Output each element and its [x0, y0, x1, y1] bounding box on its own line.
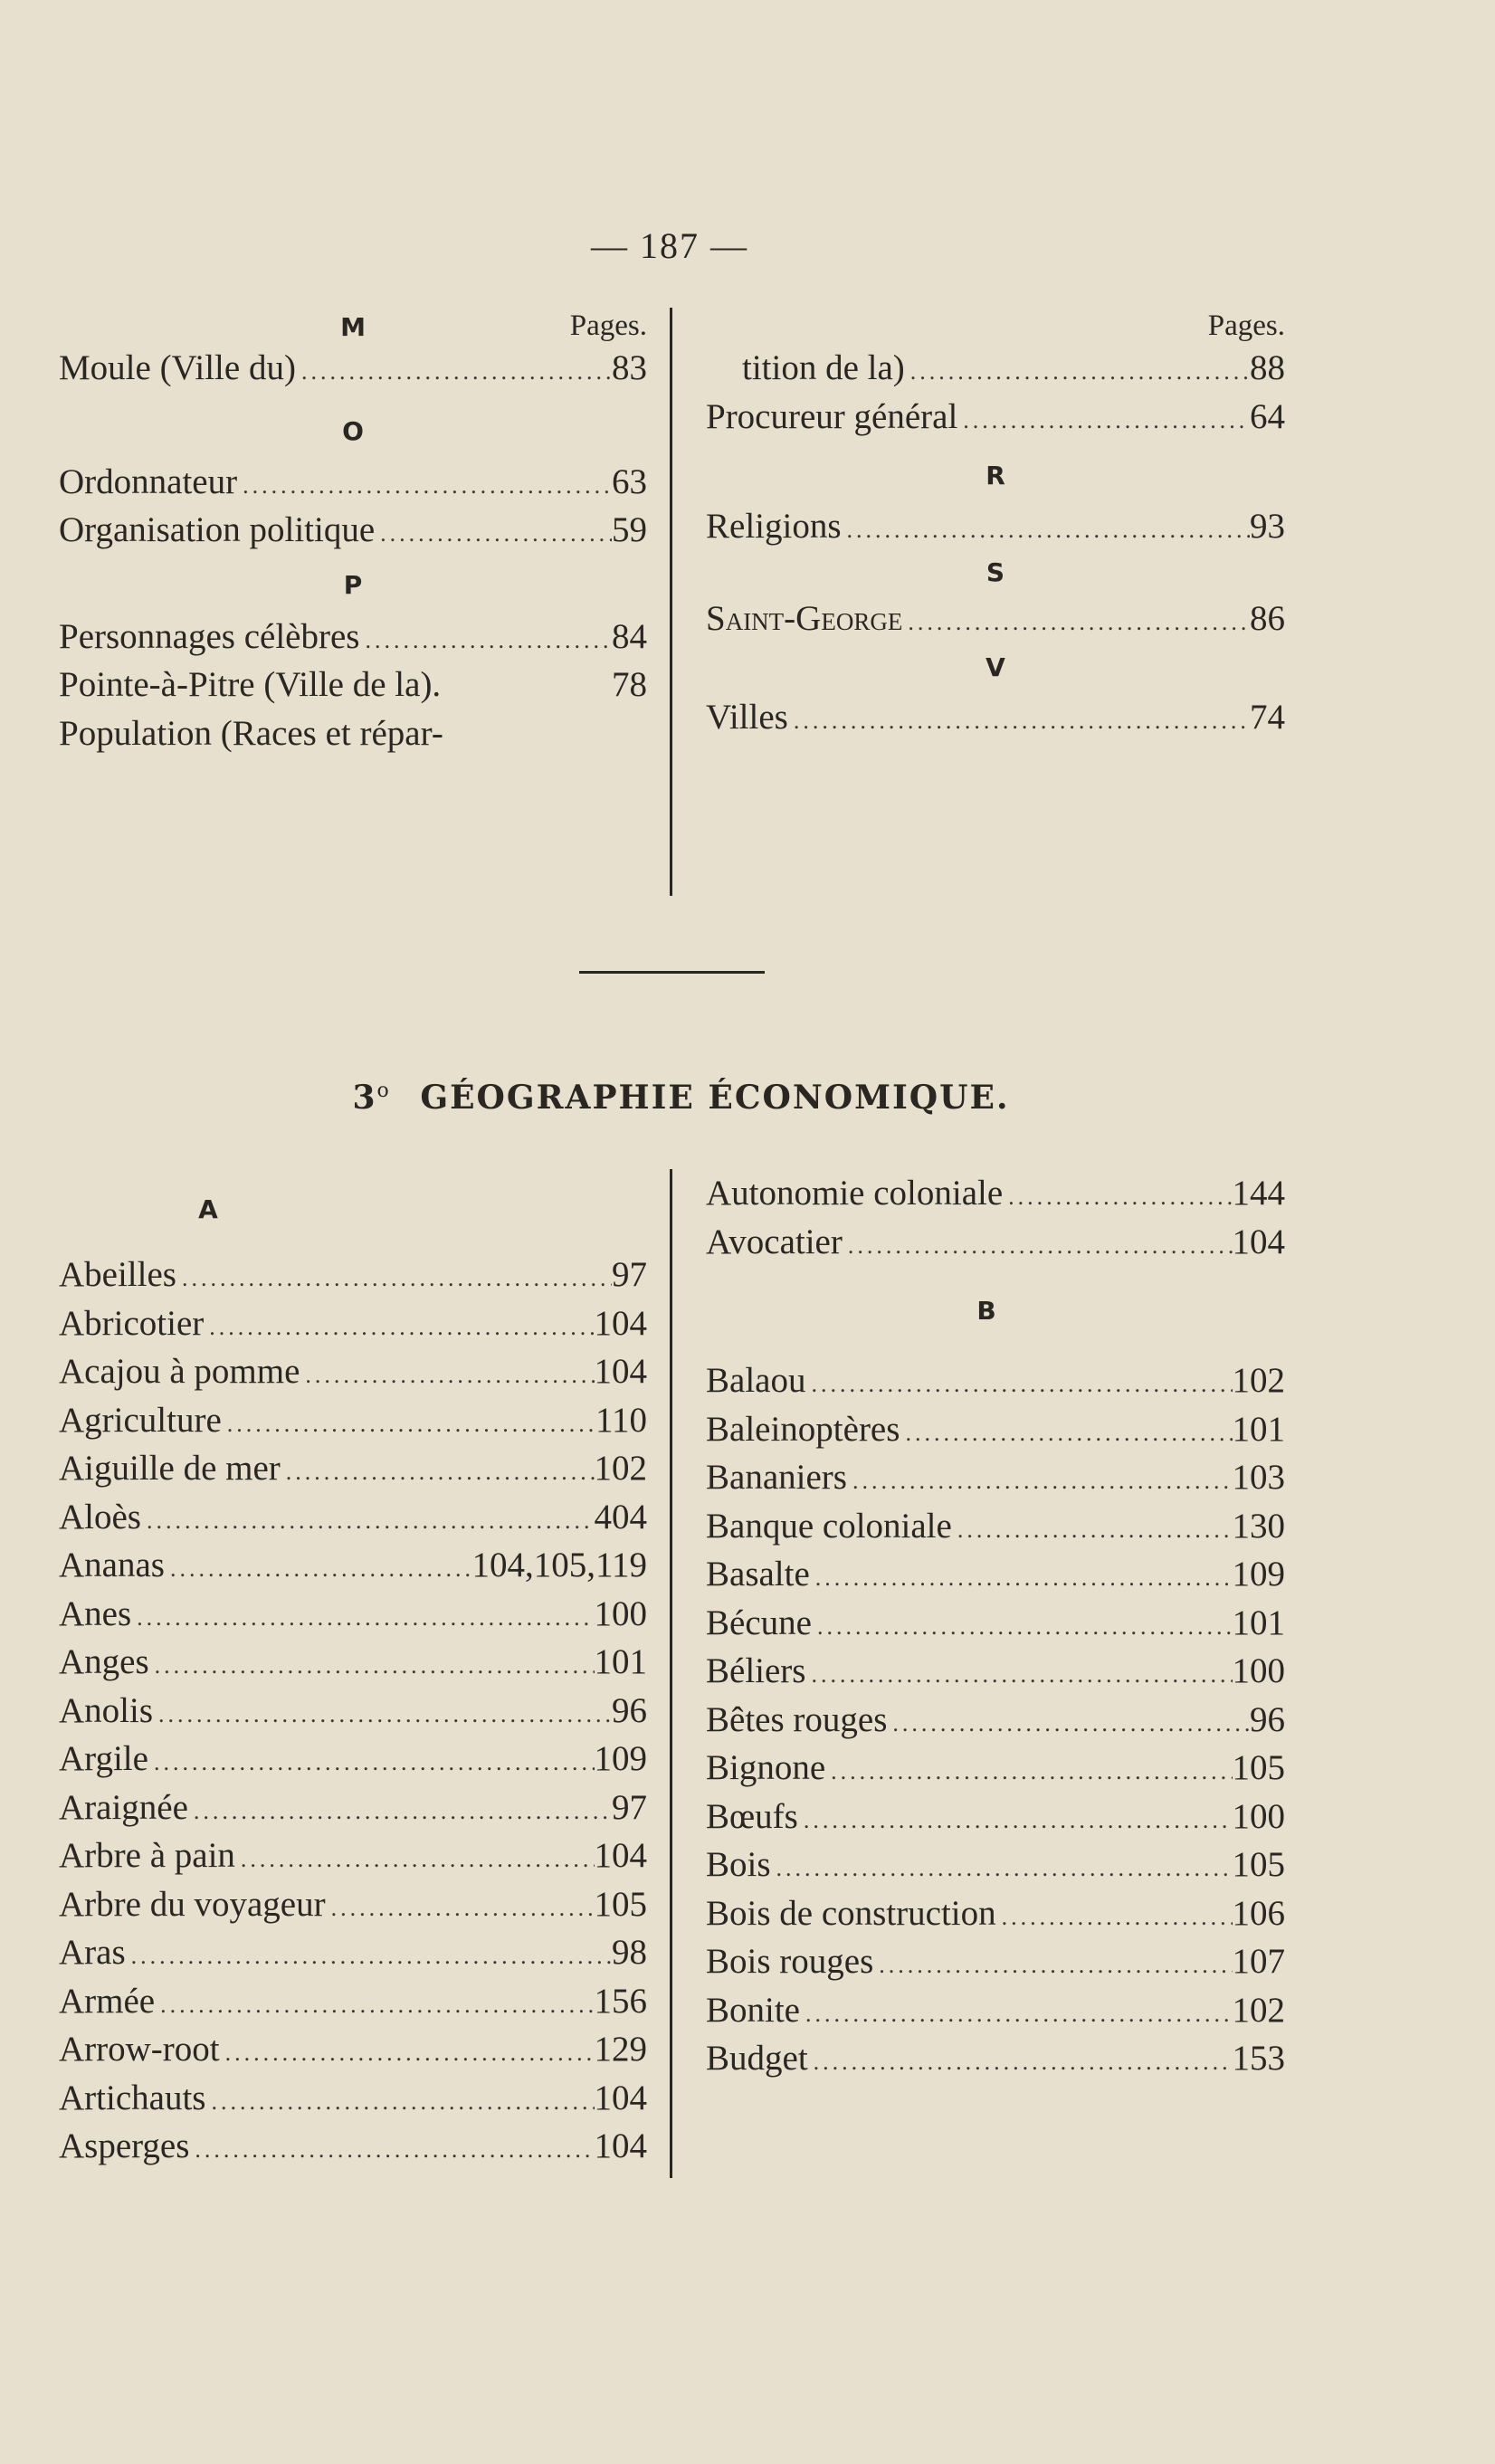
entry-text: Balaou [706, 1361, 806, 1400]
index-entry [706, 393, 1285, 442]
leader-dots [800, 1990, 1233, 2039]
letter-heading-v: V [986, 652, 1005, 682]
entry-page: 88 [1250, 348, 1285, 387]
entry-text: Population (Races et répar- [59, 713, 443, 753]
entry-text: Acajou à pomme [59, 1352, 300, 1391]
entry-page: 107 [1232, 1942, 1285, 1981]
leader-dots [887, 1699, 1250, 1748]
entry-page: 104 [594, 1303, 647, 1343]
entry-page: 93 [1250, 507, 1285, 546]
index-section-1 [59, 308, 1285, 896]
index-entry [59, 506, 647, 555]
leader-dots [204, 1303, 594, 1352]
entry-page: 98 [612, 1933, 647, 1972]
index-entry [706, 2034, 1285, 2083]
index-entry [59, 709, 647, 758]
index-entry [59, 1831, 647, 1880]
leader-dots [220, 2029, 595, 2078]
entry-text: Bois de construction [706, 1893, 996, 1933]
entry-page: 96 [612, 1690, 647, 1730]
leader-dots [808, 2038, 1233, 2087]
leader-dots [812, 1603, 1233, 1651]
index-entry [59, 2122, 647, 2171]
leader-dots [873, 1941, 1232, 1990]
index-entry [59, 1299, 647, 1348]
index-entry [706, 1841, 1285, 1889]
entry-page: 105 [1232, 1845, 1285, 1884]
entry-text: Religions [706, 507, 842, 546]
index-entry [59, 1347, 647, 1396]
entry-text: Araignée [59, 1787, 188, 1827]
leader-dots [810, 1554, 1233, 1603]
leader-dots [281, 1448, 595, 1497]
left-column [59, 1169, 647, 2171]
leader-dots [153, 1690, 612, 1739]
entry-page: 97 [612, 1255, 647, 1294]
entry-text: Anes [59, 1594, 132, 1633]
leader-dots [902, 598, 1250, 647]
entry-text: Aloès [59, 1497, 141, 1536]
entry-page: 153 [1232, 2039, 1285, 2078]
entry-text: Artichauts [59, 2078, 206, 2117]
index-section-2 [59, 1169, 1285, 2178]
heading-number: 3 [352, 1079, 377, 1117]
index-entry [59, 1396, 647, 1445]
entry-page: 78 [612, 665, 647, 704]
index-entry [706, 1889, 1285, 1938]
letter-heading-o: O [342, 415, 364, 446]
leader-dots [126, 1932, 612, 1981]
entry-page: 100 [1232, 1796, 1285, 1836]
leader-dots [788, 697, 1250, 746]
entry-page: 144 [1232, 1174, 1285, 1213]
entry-page: 104 [594, 1352, 647, 1391]
index-entry [706, 1986, 1285, 2035]
entry-page: 110 [595, 1400, 647, 1440]
leader-dots [952, 1506, 1233, 1555]
entry-text: Ananas [59, 1546, 165, 1584]
leader-dots [996, 1893, 1233, 1942]
index-entry [59, 661, 647, 709]
entry-text: Baleinoptères [706, 1409, 900, 1449]
entry-text: tition de la) [742, 348, 905, 387]
leader-dots [165, 1545, 471, 1594]
entry-page: 103 [1232, 1458, 1285, 1497]
leader-dots [798, 1796, 1233, 1845]
entry-page: 404 [594, 1497, 647, 1536]
leader-dots [842, 506, 1250, 555]
entry-page: 84 [612, 616, 647, 656]
leader-dots [300, 1351, 594, 1400]
entry-text: Procureur général [706, 396, 958, 436]
entry-page: 101 [1232, 1409, 1285, 1449]
index-entry [706, 1356, 1285, 1405]
index-entry [706, 1550, 1285, 1599]
index-entry [59, 1687, 647, 1736]
index-entry [59, 1977, 647, 2026]
entry-text: Moule (Ville du) [59, 348, 296, 387]
leader-dots [237, 461, 612, 510]
leader-dots [825, 1747, 1232, 1796]
entry-text: Abricotier [59, 1303, 205, 1343]
index-entry [706, 1647, 1285, 1696]
index-entry [706, 1599, 1285, 1648]
entry-text: Bonite [706, 1990, 800, 2030]
index-entry [706, 1696, 1285, 1745]
leader-dots [131, 1594, 594, 1642]
entry-text: Bœufs [706, 1796, 798, 1836]
leader-dots [188, 1787, 612, 1836]
entry-text: Aras [59, 1933, 126, 1972]
index-entry [706, 1405, 1285, 1454]
entry-text: Anolis [59, 1690, 154, 1730]
index-entry [59, 1784, 647, 1832]
leader-dots [326, 1884, 595, 1933]
leader-dots [222, 1400, 595, 1449]
entry-page: 104 [1232, 1222, 1285, 1261]
index-entry [706, 502, 1285, 551]
entry-text: Budget [706, 2039, 808, 2078]
entry-page: 101 [594, 1642, 647, 1681]
entry-page: 102 [1232, 1990, 1285, 2030]
entry-text: Pointe-à-Pitre (Ville de la). [59, 665, 442, 704]
entry-text: Bois [706, 1845, 771, 1884]
entry-text: Béliers [706, 1651, 806, 1690]
pages-label: Pages. [1207, 309, 1285, 342]
letter-heading-b: B [976, 1296, 996, 1326]
heading-title: GÉOGRAPHIE ÉCONOMIQUE. [420, 1079, 1010, 1117]
leader-dots [900, 1409, 1232, 1458]
entry-page: 100 [594, 1594, 647, 1633]
index-entry [59, 1493, 647, 1542]
entry-page: 59 [612, 510, 647, 549]
entry-list [706, 1356, 1285, 2083]
section-divider [579, 971, 765, 974]
leader-dots [847, 1457, 1233, 1506]
index-entry [59, 613, 647, 661]
entry-page: 102 [594, 1449, 647, 1488]
heading-ordinal: o [376, 1080, 391, 1102]
entry-text: Basalte [706, 1555, 810, 1594]
entry-text: Bêtes rouges [706, 1699, 888, 1739]
entry-page: 86 [1250, 598, 1285, 638]
entry-page: 100 [1232, 1651, 1285, 1690]
leader-dots [149, 1641, 595, 1690]
entry-text: Autonomie coloniale [706, 1174, 1004, 1213]
leader-dots [141, 1497, 595, 1546]
entry-page: 83 [612, 348, 647, 387]
entry-text: Organisation politique [59, 510, 376, 549]
leader-dots [375, 509, 612, 558]
entry-text: Saint-George [706, 598, 903, 638]
letter-heading-r: R [986, 461, 1005, 490]
entry-text: Bignone [706, 1748, 826, 1787]
index-entry [706, 344, 1285, 393]
entry-page: 106 [1232, 1893, 1285, 1933]
leader-dots [957, 396, 1250, 445]
index-entry [59, 1590, 647, 1639]
entry-page: 105 [1232, 1748, 1285, 1787]
leader-dots [176, 1254, 612, 1303]
leader-dots [296, 347, 612, 396]
index-entry [706, 1793, 1285, 1841]
leader-dots [148, 1738, 595, 1787]
index-entry [706, 693, 1285, 742]
entry-text: Bécune [706, 1603, 812, 1642]
entry-text: Arbre du voyageur [59, 1884, 326, 1924]
index-entry [706, 595, 1285, 643]
entry-page: 104,105,119 [471, 1546, 647, 1584]
entry-page: 96 [1250, 1699, 1285, 1739]
index-entry [706, 1502, 1285, 1551]
entry-text: Aiguille de mer [59, 1449, 281, 1488]
entry-page: 105 [594, 1884, 647, 1924]
entry-text: Banque coloniale [706, 1506, 952, 1546]
column-divider [670, 308, 672, 896]
entry-list [59, 1251, 647, 2171]
entry-text: Agriculture [59, 1400, 222, 1440]
entry-page: 64 [1250, 396, 1285, 436]
index-entry [706, 1169, 1285, 1218]
entry-page: 129 [594, 2030, 647, 2069]
index-entry [59, 1444, 647, 1493]
letter-heading-p: P [343, 569, 363, 600]
index-entry [59, 458, 647, 507]
entry-page: 102 [1232, 1361, 1285, 1400]
entry-page: 74 [1250, 698, 1285, 737]
index-entry [59, 1541, 647, 1590]
index-entry [59, 1928, 647, 1977]
entry-page: 156 [594, 1981, 647, 2021]
letter-heading-s: S [986, 557, 1005, 587]
entry-text: Avocatier [706, 1222, 843, 1261]
index-entry [59, 344, 647, 393]
entry-page: 104 [594, 2126, 647, 2165]
leader-dots [205, 2078, 594, 2126]
index-entry [59, 1880, 647, 1929]
entry-text: Asperges [59, 2126, 190, 2165]
leader-dots [805, 1360, 1232, 1409]
entry-text: Armée [59, 1981, 156, 2021]
entry-page: 109 [1232, 1555, 1285, 1594]
leader-dots [155, 1981, 594, 2030]
index-entry [706, 1218, 1285, 1267]
leader-dots [805, 1651, 1232, 1699]
index-entry [59, 1251, 647, 1299]
index-entry [706, 1937, 1285, 1986]
page-number: — 187 — [591, 225, 748, 266]
entry-text: Bois rouges [706, 1942, 874, 1981]
entry-page: 104 [594, 1836, 647, 1875]
leader-dots [771, 1844, 1233, 1893]
entry-text: Bananiers [706, 1458, 847, 1497]
entry-text: Abeilles [59, 1255, 176, 1294]
leader-dots [235, 1835, 595, 1884]
index-entry [59, 1638, 647, 1687]
entry-text: Arrow-root [59, 2030, 220, 2069]
entry-page: 101 [1232, 1603, 1285, 1642]
entry-text: Argile [59, 1739, 148, 1778]
index-entry [59, 2074, 647, 2123]
entry-text: Personnages célèbres [59, 616, 360, 656]
left-column [59, 308, 647, 757]
pages-label: Pages. [569, 309, 647, 342]
leader-dots [1003, 1173, 1232, 1222]
leader-dots [359, 616, 612, 665]
index-entry [706, 1453, 1285, 1502]
index-entry [706, 1744, 1285, 1793]
letter-heading-a: A [198, 1194, 218, 1224]
leader-dots [843, 1222, 1233, 1270]
section-heading [0, 1079, 1362, 1117]
right-column [706, 308, 1285, 742]
entry-page: 109 [594, 1739, 647, 1778]
leader-dots [189, 2126, 594, 2174]
letter-heading-m: M [340, 312, 366, 342]
entry-page: 130 [1232, 1506, 1285, 1546]
index-entry [59, 1735, 647, 1784]
column-divider [670, 1169, 672, 2178]
entry-text: Anges [59, 1642, 149, 1681]
index-entry [59, 2025, 647, 2074]
entry-text: Ordonnateur [59, 461, 238, 501]
entry-page: 97 [612, 1787, 647, 1827]
entry-page: 63 [612, 461, 647, 501]
entry-text: Villes [706, 698, 788, 737]
entry-text: Arbre à pain [59, 1836, 235, 1875]
entry-page: 104 [594, 2078, 647, 2117]
right-column [706, 1169, 1285, 2083]
leader-dots [905, 347, 1250, 396]
